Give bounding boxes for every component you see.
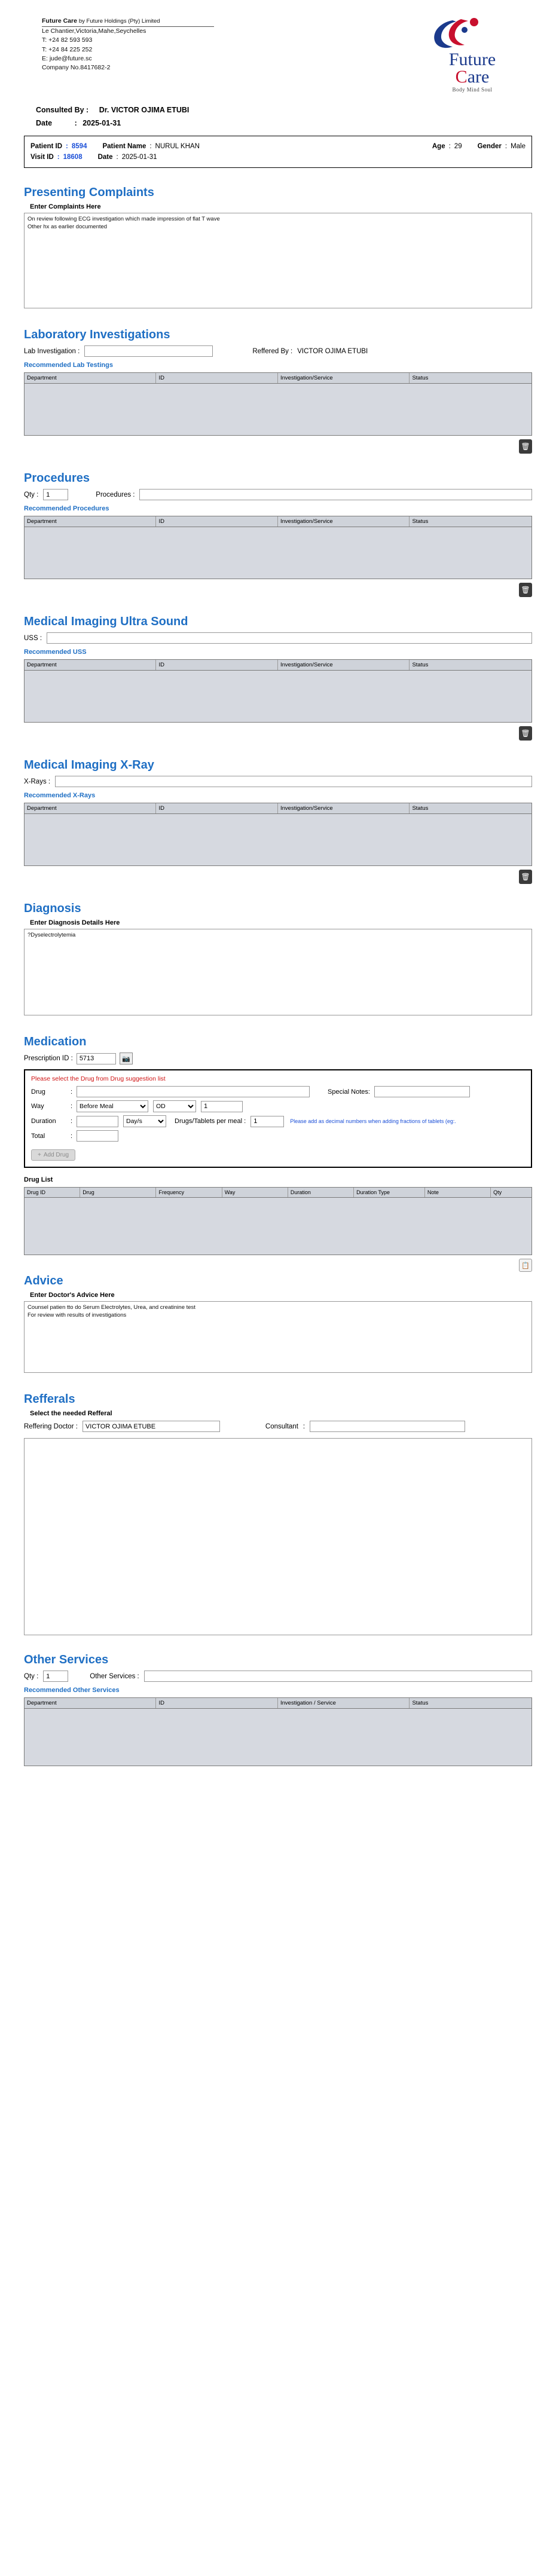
uss-label: USS :: [24, 634, 42, 642]
medication-warning: Please select the Drug from Drug suggestion list: [31, 1075, 166, 1082]
patient-row-1: [30, 141, 526, 152]
add-drug-button[interactable]: [31, 1149, 75, 1161]
os-col-id: ID: [156, 1698, 278, 1708]
dl-col-qty: Qty: [493, 1189, 502, 1195]
complaints-textarea[interactable]: [24, 213, 532, 308]
procedures-grid-body: [25, 527, 531, 579]
duration-row: [31, 1115, 525, 1127]
patient-id-value: 8594: [71, 143, 87, 150]
prescription-id-label: Prescription ID :: [24, 1055, 73, 1062]
uss-col-department: Department: [25, 660, 156, 670]
logo-line-2-are: are: [467, 66, 490, 87]
procedures-qty-input[interactable]: [43, 489, 68, 500]
logo-swoosh-icon: [421, 17, 523, 51]
dl-col-duration: Duration: [288, 1188, 354, 1197]
referring-doctor-label: Reffering Doctor :: [24, 1422, 78, 1430]
section-title-lab: Laboratory Investigations: [24, 328, 170, 341]
consultant-colon: :: [303, 1422, 306, 1430]
xray-label: X-Rays :: [24, 778, 51, 785]
uss-col-status: Status: [412, 662, 429, 668]
per-meal-label: Drugs/Tablets per meal :: [175, 1118, 246, 1125]
visit-id-label: Visit ID: [30, 154, 54, 161]
patient-id-label: Patient ID: [30, 143, 63, 150]
patient-name-value: NURUL KHAN: [155, 143, 200, 150]
way-select[interactable]: [77, 1100, 148, 1112]
logo-wordmark: [449, 51, 496, 85]
advice-textarea[interactable]: [24, 1301, 532, 1373]
patient-id-colon: :: [66, 143, 68, 150]
other-services-grid-header: [25, 1698, 531, 1709]
company-address: Le Chantier,Victoria,Mahe,Seychelles: [42, 27, 146, 35]
procedures-input[interactable]: [139, 489, 532, 500]
procedures-col-status: Status: [412, 518, 429, 525]
lab-referred-label: Reffered By :: [252, 347, 293, 355]
procedures-col-service: Investigation/Service: [278, 516, 410, 527]
total-label: Total: [31, 1132, 45, 1140]
other-services-grid-body: [25, 1709, 531, 1766]
xray-col-status: Status: [412, 805, 429, 812]
xray-actions: [24, 870, 532, 884]
lab-input-label: Lab Investigation :: [24, 347, 80, 355]
patient-row-2: [30, 152, 526, 163]
procedures-col-id: ID: [156, 516, 278, 527]
logo-line-1: Future: [448, 50, 496, 69]
procedures-col-department: Department: [25, 516, 156, 527]
patient-age-colon: :: [448, 143, 451, 150]
dl-col-drug: Drug: [80, 1188, 156, 1197]
visit-date-label: Date: [97, 154, 113, 161]
company-line: [42, 17, 214, 27]
advice-sublabel: Enter Doctor's Advice Here: [30, 1292, 115, 1299]
lab-input-row: [24, 345, 532, 357]
xray-grid[interactable]: [24, 803, 532, 866]
xray-grid-header: [25, 803, 531, 814]
trash-icon[interactable]: 🗑: [519, 439, 532, 454]
xray-recommended-label: Recommended X-Rays: [24, 792, 96, 799]
company-email: E: jude@future.sc: [42, 54, 92, 62]
visit-date-line: [24, 115, 532, 133]
lab-actions: [24, 439, 532, 454]
patient-age-label: Age: [432, 143, 445, 150]
section-title-complaints: Presenting Complaints: [24, 186, 154, 199]
decimal-note: Please add as decimal numbers when adding fractions of tablets (eg:.: [290, 1118, 456, 1124]
lab-recommended-label: Recommended Lab Testings: [24, 362, 113, 369]
os-col-status: Status: [412, 1700, 429, 1706]
date-colon: :: [74, 119, 77, 127]
special-notes-colon: :: [368, 1088, 370, 1096]
patient-age-value: 29: [454, 143, 462, 150]
duration-colon: :: [71, 1118, 73, 1125]
other-services-qty-label: Qty :: [24, 1672, 39, 1680]
lab-grid-body: [25, 384, 531, 435]
logo-line-2-c: C: [455, 66, 468, 87]
section-title-uss: Medical Imaging Ultra Sound: [24, 615, 188, 628]
referrals-sublabel: Select the needed Refferal: [30, 1410, 112, 1417]
procedures-recommended-label: Recommended Procedures: [24, 505, 109, 512]
referral-panel[interactable]: [24, 1438, 532, 1635]
patient-gender-value: Male: [511, 143, 526, 150]
special-notes-label: Special Notes: [328, 1088, 368, 1096]
way-row: [31, 1100, 525, 1112]
xray-input[interactable]: [55, 776, 532, 787]
uss-grid-header: [25, 660, 531, 671]
os-col-service: Investigation / Service: [278, 1698, 410, 1708]
lab-results-grid[interactable]: [24, 372, 532, 436]
lab-col-department: Department: [25, 373, 156, 383]
total-row: [31, 1130, 525, 1142]
total-input[interactable]: [77, 1130, 118, 1142]
consulted-by-label: Consulted By :: [36, 106, 89, 114]
xray-col-department: Department: [25, 803, 156, 813]
visit-date-colon: :: [116, 154, 118, 161]
uss-grid-body: [25, 671, 531, 722]
logo: [424, 17, 538, 93]
drug-label: Drug: [31, 1088, 45, 1096]
drug-list-actions: [24, 1259, 532, 1272]
section-title-other-services: Other Services: [24, 1653, 109, 1666]
company-tel-2: T: +24 84 225 252: [42, 45, 93, 53]
drug-colon: :: [71, 1088, 73, 1096]
lab-col-service: Investigation/Service: [278, 373, 410, 383]
prescription-row: [24, 1053, 532, 1064]
other-services-row: [24, 1671, 532, 1682]
duration-label: Duration: [31, 1118, 56, 1125]
diagnosis-sublabel: Enter Diagnosis Details Here: [30, 919, 120, 926]
patient-info-box: [24, 136, 532, 168]
uss-recommended-label: Recommended USS: [24, 648, 87, 656]
duration-unit-select[interactable]: [123, 1115, 166, 1127]
plus-icon: +: [38, 1152, 41, 1158]
procedures-actions: [24, 583, 532, 597]
complaints-sublabel: Enter Complaints Here: [30, 203, 101, 210]
patient-gender-label: Gender: [477, 143, 502, 150]
section-title-referrals: Refferals: [24, 1393, 75, 1406]
special-notes-input[interactable]: [374, 1086, 470, 1097]
xray-grid-body: [25, 814, 531, 865]
company-name: Future Care: [42, 17, 77, 25]
consulted-by-doctor: Dr. VICTOR OJIMA ETUBI: [99, 106, 190, 114]
frequency-qty-input[interactable]: [201, 1101, 243, 1112]
consultant-input[interactable]: [310, 1421, 465, 1432]
logo-tagline: Body Mind Soul: [452, 87, 493, 93]
company-tel-1: T: +24 82 593 593: [42, 36, 93, 44]
procedures-grid-header: [25, 516, 531, 527]
drug-input[interactable]: [77, 1086, 310, 1097]
procedures-qty-label: Qty :: [24, 491, 39, 498]
company-suffix: by Future Holdings (Pty) Limited: [78, 18, 160, 25]
referring-doctor-input[interactable]: [83, 1421, 220, 1432]
lab-referred-value: VICTOR OJIMA ETUBI: [297, 347, 368, 355]
uss-input-row: [24, 632, 532, 644]
route-select[interactable]: [153, 1100, 196, 1112]
date-label: Date: [36, 119, 53, 127]
referral-row: [24, 1421, 532, 1432]
drug-list-body: [25, 1198, 531, 1255]
consulted-by: [24, 103, 532, 115]
lab-grid-header: [25, 373, 531, 384]
patient-name-colon: :: [149, 143, 152, 150]
way-colon: :: [71, 1103, 73, 1110]
letterhead: [0, 0, 556, 103]
uss-grid[interactable]: [24, 659, 532, 723]
camera-icon[interactable]: 📷: [120, 1053, 133, 1064]
other-services-input[interactable]: [144, 1671, 532, 1682]
dl-col-way: Way: [222, 1188, 288, 1197]
xray-input-row: [24, 776, 532, 787]
visit-date-value: 2025-01-31: [121, 154, 157, 161]
section-title-xray: Medical Imaging X-Ray: [24, 758, 154, 772]
date-value: 2025-01-31: [83, 119, 121, 127]
xray-col-id: ID: [156, 803, 278, 813]
procedures-grid[interactable]: [24, 516, 532, 579]
clipboard-icon[interactable]: 📋: [519, 1259, 532, 1272]
uss-col-id: ID: [156, 660, 278, 670]
patient-gender-colon: :: [505, 143, 508, 150]
drug-list-header: [25, 1188, 531, 1198]
other-services-recommended-label: Recommended Other Services: [24, 1687, 120, 1694]
uss-actions: [24, 726, 532, 741]
visit-id-colon: :: [57, 154, 60, 161]
medication-panel: [24, 1069, 532, 1168]
other-services-grid[interactable]: [24, 1697, 532, 1766]
trash-icon[interactable]: 🗑: [519, 583, 532, 597]
prescription-id-input[interactable]: [77, 1053, 116, 1064]
section-title-diagnosis: Diagnosis: [24, 902, 81, 915]
procedures-label: Procedures :: [96, 491, 135, 498]
uss-input[interactable]: [47, 632, 532, 644]
dl-col-frequency: Frequency: [156, 1188, 222, 1197]
add-drug-label: Add Drug: [43, 1152, 69, 1158]
company-number: Company No.8417682-2: [42, 64, 111, 72]
lab-col-status: Status: [412, 375, 429, 381]
uss-col-service: Investigation/Service: [278, 660, 410, 670]
section-title-procedures: Procedures: [24, 472, 90, 485]
dl-col-duration-type: Duration Type: [354, 1188, 425, 1197]
patient-name-label: Patient Name: [102, 143, 146, 150]
os-col-department: Department: [25, 1698, 156, 1708]
letterhead-text: [42, 17, 214, 72]
lab-investigation-input[interactable]: [84, 345, 213, 357]
section-title-medication: Medication: [24, 1035, 87, 1048]
trash-icon[interactable]: 🗑: [519, 726, 532, 741]
dl-col-note: Note: [425, 1188, 491, 1197]
lab-col-id: ID: [156, 373, 278, 383]
procedures-input-row: [24, 489, 532, 500]
trash-icon[interactable]: 🗑: [519, 870, 532, 884]
way-label: Way: [31, 1103, 44, 1110]
other-services-label: Other Services :: [90, 1672, 139, 1680]
duration-input[interactable]: [77, 1116, 118, 1127]
diagnosis-textarea[interactable]: [24, 929, 532, 1015]
dl-col-drug-id: Drug ID: [25, 1188, 80, 1197]
drug-row: [31, 1086, 525, 1097]
consultant-label: Consultant: [265, 1422, 298, 1430]
other-services-qty-input[interactable]: [43, 1671, 68, 1682]
per-meal-input[interactable]: [250, 1116, 284, 1127]
drug-list-label: Drug List: [24, 1176, 53, 1183]
section-title-advice: Advice: [24, 1274, 63, 1287]
drug-list-grid[interactable]: [24, 1187, 532, 1255]
total-colon: :: [71, 1132, 73, 1140]
visit-id-value: 18608: [63, 154, 83, 161]
xray-col-service: Investigation/Service: [278, 803, 410, 813]
